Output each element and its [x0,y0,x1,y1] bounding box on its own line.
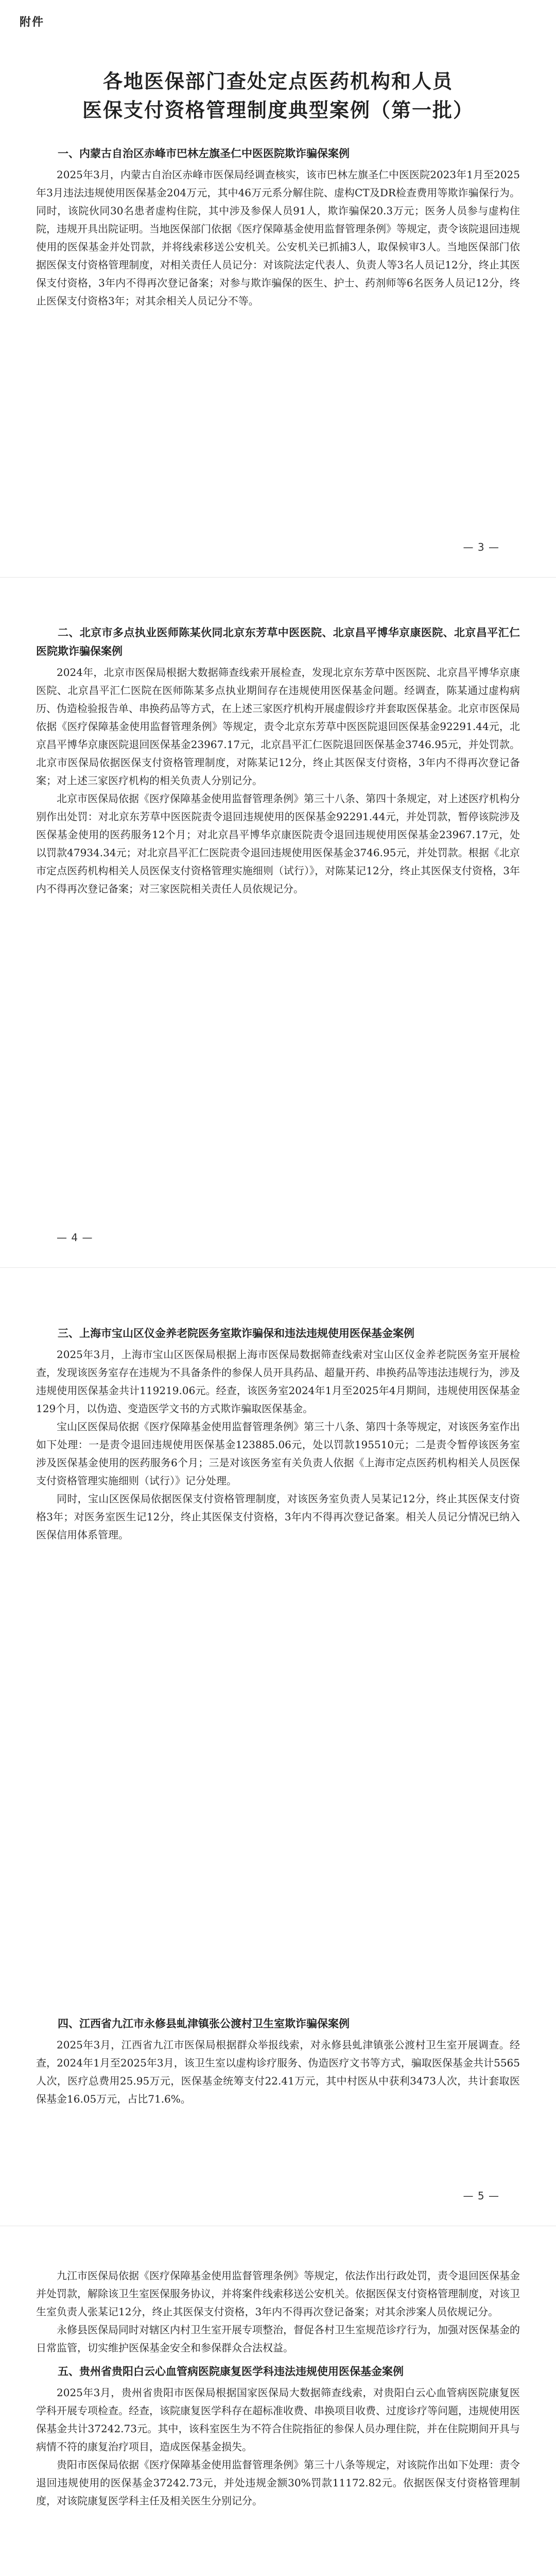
page-number: — 4 — [57,1231,93,1244]
case-paragraph: 2025年3月，内蒙古自治区赤峰市医保局经调查核实，该市巴林左旗圣仁中医医院2023年1月至2025年3月违法违规使用医保基金204万元，其中46万元系分解住院、虚构CT及DR检查费用等欺诈骗保行为。同时，该院伙同30名患者虚构住院，其中涉及参保人员91人，欺诈骗保20.3万元；医务人员参与虚构住院，违规开具出院证明。当地医保部门依据《医疗保障基金使用监督管理条例》等规定，责令该院退回违规使用的医保基金并处罚款，并将线索移送公安机关。公安机关已抓捕3人，取保候审3人。当地医保部门依据医保支付资格管理制度，对相关责任人员记分：对该院法定代表人、负责人等3名人员记12分，终止其医保支付资格，3年内不得再次登记备案；对参与欺诈骗保的医生、护士、药剂师等6名医务人员记12分，终止医保支付资格3年；对其余相关人员记分不等。 [36,168,520,307]
page-divider [0,577,556,578]
page-number: — 5 — [463,2190,499,2202]
page-4 [36,2009,520,2108]
case-paragraph: 永修县医保局同时对辖区内村卫生室开展专项整治，督促各村卫生室规范诊疗行为，加强对医保基金的日常监管，切实维护医保基金安全和参保群众合法权益。 [36,2324,520,2354]
case-paragraph: 2025年3月，江西省九江市医保局根据群众举报线索，对永修县虬津镇张公渡村卫生室开展调查。经查，2024年1月至2025年3月，该卫生室以虚构诊疗服务、伪造医疗文书等方式，骗取医保基金共计5565人次，医疗总费用25.95万元，医保基金统筹支付22.41万元，其中村医从中获利3473人次，共计套取医保基金16.05万元，占比71.6%。 [36,2039,520,2105]
case-paragraph: 2025年3月，上海市宝山区医保局根据上海市医保局数据筛查线索对宝山区仪金养老院医务室开展检查，发现该医务室存在违规为不具备条件的参保人员开具药品、超量开药、串换药品等违法违规行为，涉及违规使用医保基金共计119219.06元。经查，该医务室2024年1月至2025年4月期间，违规使用医保基金129个月，以伪造、变造医学文书的方式欺诈骗取医保基金。 [36,1348,520,1415]
case-heading: 一、内蒙古自治区赤峰市巴林左旗圣仁中医医院欺诈骗保案例 [58,147,350,160]
case-paragraph: 九江市医保局依据《医疗保障基金使用监督管理条例》等规定，依法作出行政处罚，责令退回医保基金并处罚款，解除该卫生室医保服务协议，并将案件线索移送公安机关。依据医保支付资格管理制度，对该卫生室负责人张某记12分，终止其医保支付资格，3年内不得再次登记备案；对其余涉案人员依规记分。 [36,2269,520,2318]
attachment-label: 附件 [20,16,45,29]
page-5 [36,2267,520,2510]
page-3 [36,1319,520,1544]
title-line-2: 医保支付资格管理制度典型案例（第一批） [82,98,474,122]
case-paragraph: 宝山区医保局依据《医疗保障基金使用监督管理条例》第三十八条、第四十条等规定，对该医务室作出如下处理：一是责令退回违规使用医保基金123885.06元，处以罚款195510元；二是责令暂停该医务室涉及医保基金使用的医药服务6个月；三是对该医务室有关负责人依据《上海市定点医药机构相关人员医保支付资格管理实施细则（试行）》记分处理。 [36,1420,520,1487]
case-heading: 五、贵州省贵阳白云心血管病医院康复医学科违法违规使用医保基金案例 [58,2365,404,2378]
page-number: — 3 — [463,541,499,553]
title-line-1: 各地医保部门查处定点医药机构和人员 [102,70,453,93]
case-paragraph: 贵阳市医保局依据《医疗保障基金使用监督管理条例》第三十八条等规定，对该院作出如下处理：责令退回违规使用的医保基金37242.73元，并处违规金额30%罚款11172.82元。依据医保支付资格管理制度，对该院康复医学科主任及相关医生分别记分。 [36,2459,520,2507]
page-1 [36,139,520,310]
document-title [0,67,556,125]
case-paragraph: 同时，宝山区医保局依据医保支付资格管理制度，对该医务室负责人吴某记12分，终止其医保支付资格3年；对医务室医生记12分，终止其医保支付资格，3年内不得再次登记备案。相关人员记分情况已纳入医保信用体系管理。 [36,1493,520,1541]
case-paragraph: 2024年，北京市医保局根据大数据筛查线索开展检查，发现北京东芳草中医医院、北京昌平博华京康医院、北京昌平汇仁医院在医师陈某多点执业期间存在违规使用医保基金问题。经调查，陈某通过虚构病历、伪造检验报告单、串换药品等方式，在上述三家医疗机构开展虚假诊疗并套取医保基金。北京市医保局依据《医疗保障基金使用监督管理条例》等规定，责令北京东芳草中医医院退回医保基金92291.44元，北京昌平博华京康医院退回医保基金23967.17元，北京昌平汇仁医院退回医保基金3746.95元，并处罚款。北京市医保局依据医保支付资格管理制度，对陈某记12分，终止其医保支付资格，3年内不得再次登记备案；对上述三家医疗机构的相关负责人分别记分。 [36,666,520,787]
case-heading: 四、江西省九江市永修县虬津镇张公渡村卫生室欺诈骗保案例 [58,2018,350,2030]
case-paragraph: 北京市医保局依据《医疗保障基金使用监督管理条例》第三十八条、第四十条规定，对上述医疗机构分别作出处罚：对北京东芳草中医医院责令退回违规使用的医保基金92291.44元，并处罚款，暂停该院涉及医保基金使用的医药服务12个月；对北京昌平博华京康医院责令退回违规使用医保基金23967.17元，处以罚款47934.34元；对北京昌平汇仁医院责令退回违规使用医保基金3746.95元，并处罚款。根据《北京市定点医药机构相关人员医保支付资格管理实施细则（试行）》，对陈某记12分，终止其医保支付资格，3年内不得再次登记备案；对三家医院相关责任人员依规记分。 [36,792,520,895]
case-heading: 二、北京市多点执业医师陈某伙同北京东芳草中医医院、北京昌平博华京康医院、北京昌平汇仁医院欺诈骗保案例 [36,626,520,657]
case-heading: 三、上海市宝山区仪金养老院医务室欺诈骗保和违法违规使用医保基金案例 [58,1327,414,1340]
page-2 [36,618,520,898]
case-paragraph: 2025年3月，贵州省贵阳市医保局根据国家医保局大数据筛查线索，对贵阳白云心血管病医院康复医学科开展专项检查。经查，该院康复医学科存在超标准收费、串换项目收费、过度诊疗等问题，违规使用医保基金共计37242.73元。其中，该科室医生为不符合住院指征的参保人员办理住院，并在住院期间开具与病情不符的康复治疗项目，造成医保基金损失。 [36,2386,520,2453]
page-divider [0,1267,556,1268]
